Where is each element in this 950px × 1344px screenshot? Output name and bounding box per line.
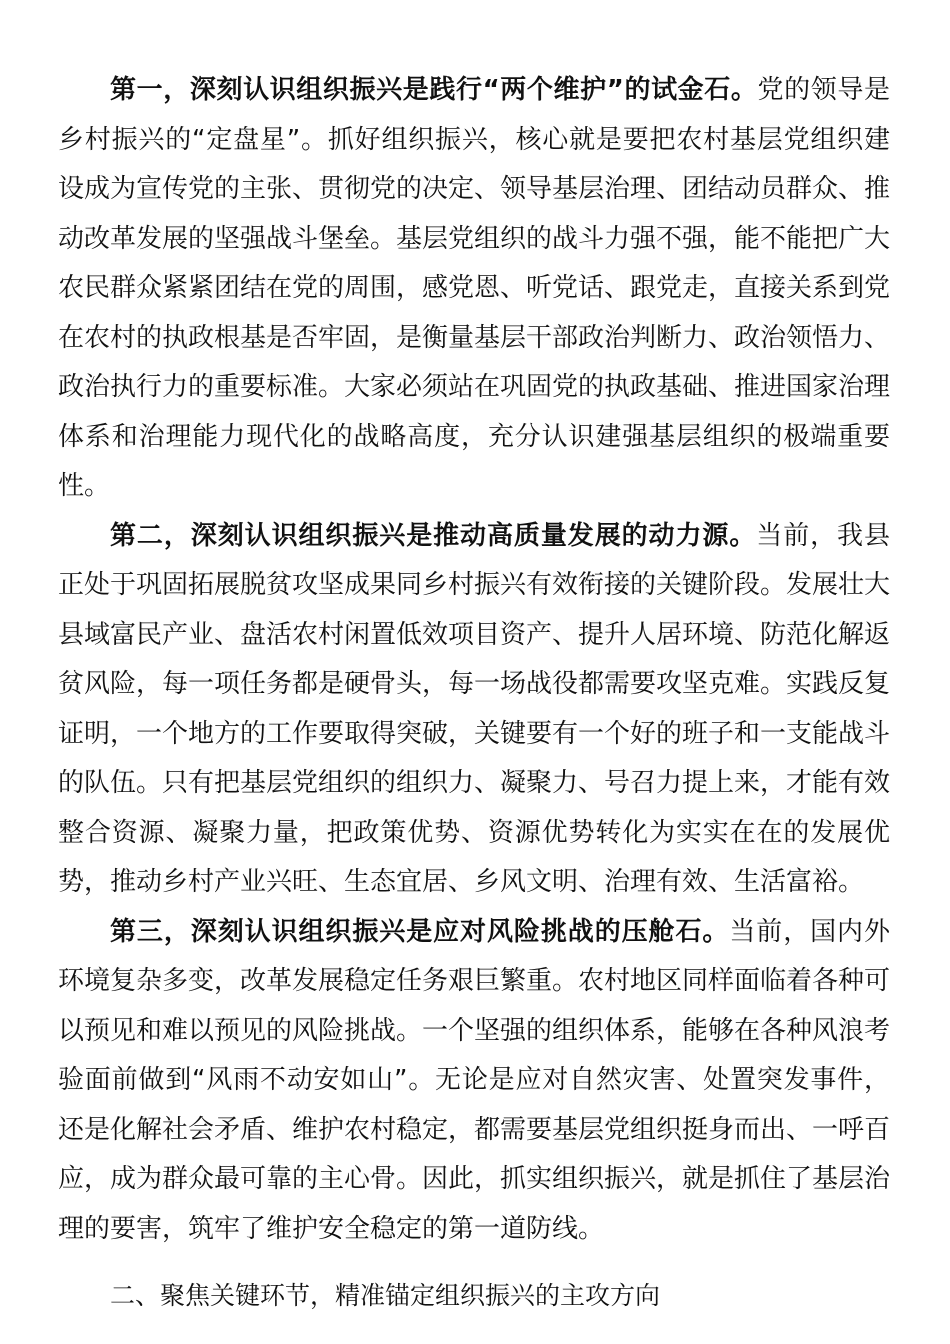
section-heading: 二、聚焦关键环节，精准锚定组织振兴的主攻方向 [110, 1281, 661, 1310]
paragraph-lead: 第一，深刻认识组织振兴是践行“两个维护”的试金石。 [110, 75, 758, 105]
paragraph-body: 当前，我县正处于巩固拓展脱贫攻坚成果同乡村振兴有效衔接的关键阶段。发展壮大县域富民产业、盘活农村闲置低效项目资产、提升人居环境、防范化解返贫风险，每一项任务都是硬骨头，每一场战役都需要攻坚克难。实践反复证明，一个地方的工作要取得突破，关键要有一个好的班子和一支能战斗的队伍。只有把基层党组织的组织力、凝聚力、号召力提上来，才能有效整合资源、凝聚力量，把政策优势、资源优势转化为实实在在的发展优势，推动乡村产业兴旺、生态宜居、乡风文明、治理有效、生活富裕。 [58, 520, 891, 897]
paragraph-body: 当前，国内外环境复杂多变，改革发展稳定任务艰巨繁重。农村地区同样面临着各种可以预见和难以预见的风险挑战。一个坚强的组织体系，能够在各种风浪考验面前做到“风雨不动安如山”。无论是应对自然灾害、处置突发事件，还是化解社会矛盾、维护农村稳定，都需要基层党组织挺身而出、一呼百应，成为群众最可靠的主心骨。因此，抓实组织振兴，就是抓住了基层治理的要害，筑牢了维护安全稳定的第一道防线。 [58, 916, 891, 1244]
paragraph-body: 党的领导是乡村振兴的“定盘星”。抓好组织振兴，核心就是要把农村基层党组织建设成为宣传党的主张、贯彻党的决定、领导基层治理、团结动员群众、推动改革发展的坚强战斗堡垒。基层党组织的战斗力强不强，能不能把广大农民群众紧紧团结在党的周围，感党恩、听党话、跟党走，直接关系到党在农村的执政根基是否牢固，是衡量基层干部政治判断力、政治领悟力、政治执行力的重要标准。大家必须站在巩固党的执政基础、推进国家治理体系和治理能力现代化的战略高度，充分认识建强基层组织的极端重要性。 [58, 75, 891, 501]
paragraph-lead: 第二，深刻认识组织振兴是推动高质量发展的动力源。 [110, 520, 757, 551]
paragraph-lead: 第三，深刻认识组织振兴是应对风险挑战的压舱石。 [110, 916, 730, 947]
document-page [58, 66, 890, 1316]
paragraph-third [58, 908, 890, 1255]
paragraph-second [58, 512, 890, 908]
paragraph-first [58, 66, 890, 512]
